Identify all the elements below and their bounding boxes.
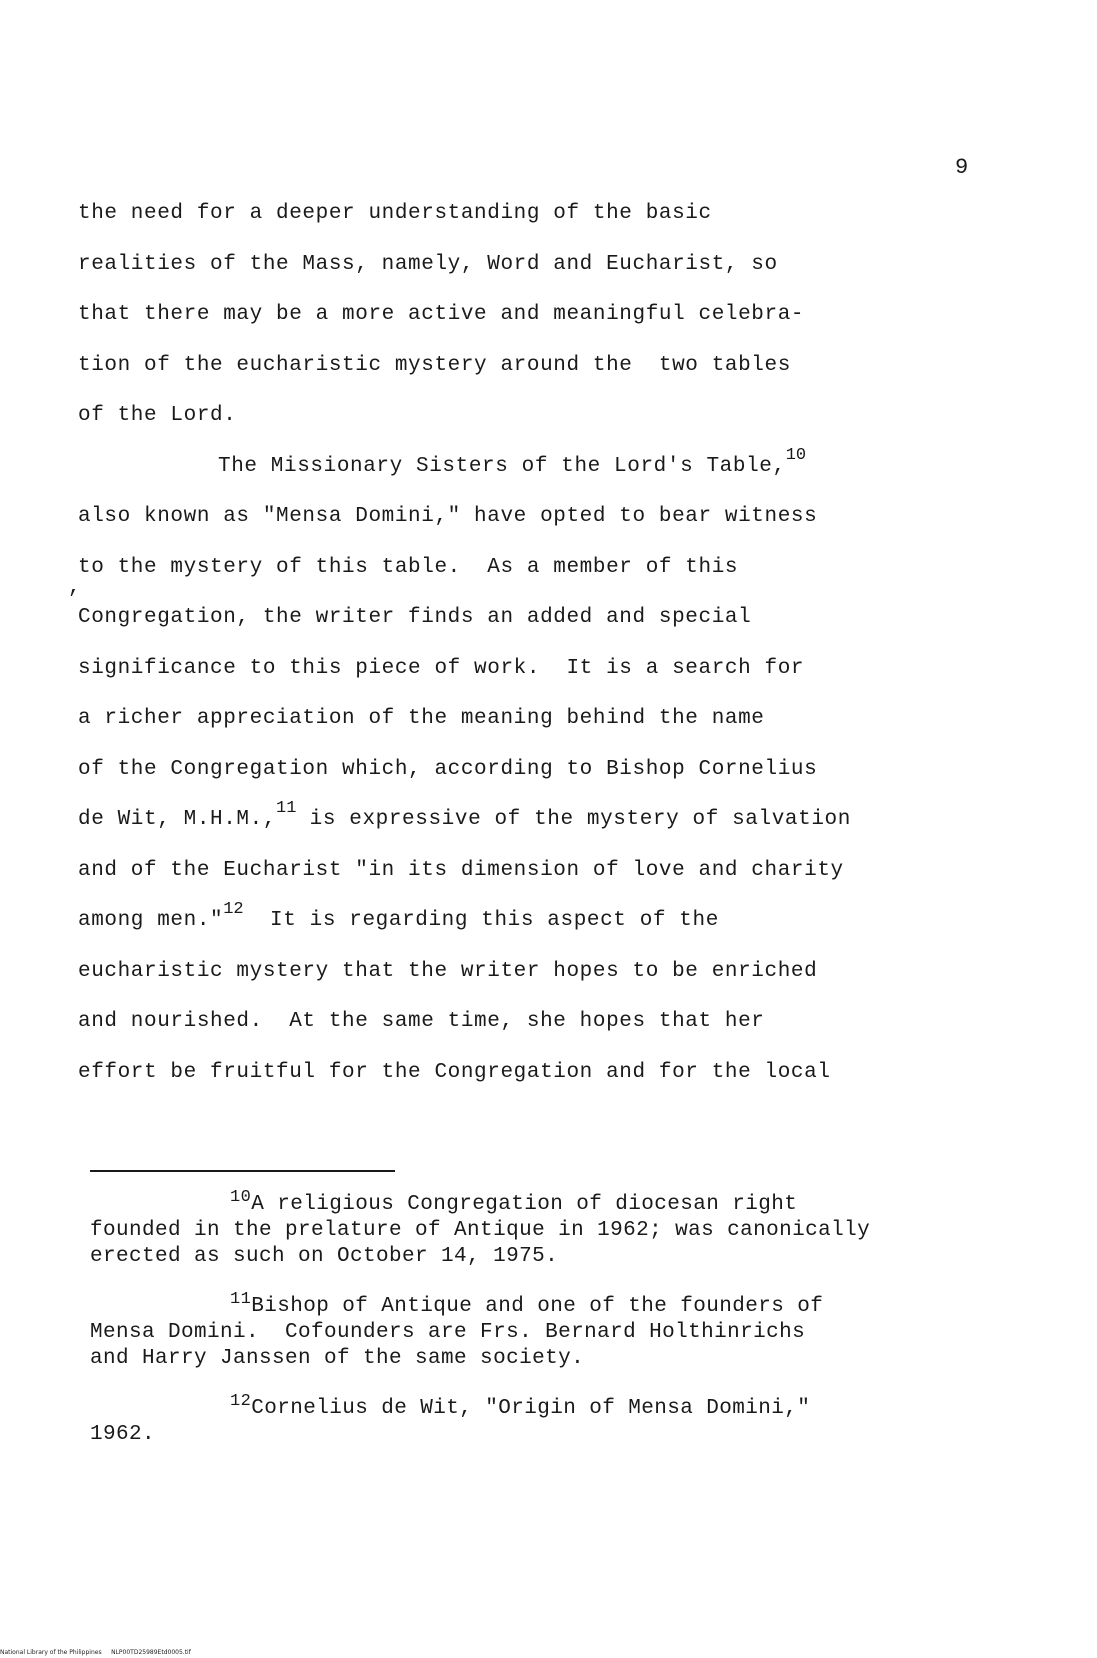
body-line: and of the Eucharist "in its dimension of love and charity: [78, 858, 844, 882]
body-line: Congregation, the writer finds an added and special: [78, 606, 752, 629]
footnote-line: [90, 1290, 1050, 1320]
footnote-line: 1962.: [90, 1423, 156, 1446]
footnote-divider: [90, 1170, 395, 1172]
body-line: the need for a deeper understanding of the basic: [78, 202, 712, 225]
footnote-mark: 11: [230, 1290, 252, 1309]
footnote-10: [90, 1188, 1050, 1270]
text-segment: de Wit, M.H.M.,: [78, 808, 277, 831]
footnotes: [90, 1188, 1050, 1472]
footnote-ref-10: 10: [785, 445, 807, 465]
body-line: and nourished. At the same time, she hopes that her: [78, 1010, 765, 1033]
body-line: also known as "Mensa Domini," have opted to bear witness: [78, 505, 818, 528]
footnote-line: founded in the prelature of Antique in 1962; was canonically: [90, 1219, 871, 1242]
body-line: [78, 799, 998, 855]
scan-footer: National Library of the Philippines NLP00TD25989Etd0005.tif: [0, 1649, 191, 1656]
stray-mark: ,: [68, 576, 81, 599]
body-line: tion of the eucharistic mystery around the two tables: [78, 353, 791, 377]
footnote-11: [90, 1290, 1050, 1372]
text-segment: is expressive of the mystery of salvation: [296, 808, 851, 831]
text-segment: It is regarding this aspect of the: [243, 909, 719, 932]
body-line: significance to this piece of work. It is a search for: [78, 656, 805, 680]
footnote-line: Mensa Domini. Cofounders are Frs. Bernard Holthinrichs: [90, 1321, 806, 1344]
text-segment: A religious Congregation of diocesan right: [251, 1193, 798, 1216]
footnote-line: [90, 1392, 1050, 1422]
footnote-mark: 12: [230, 1392, 252, 1411]
text-segment: among men.": [78, 909, 224, 932]
footnote-line: and Harry Janssen of the same society.: [90, 1347, 585, 1370]
body-line: [78, 445, 998, 502]
footnote-ref-11: 11: [276, 799, 297, 818]
text-segment: The Missionary Sisters of the Lord's Table,: [218, 454, 786, 478]
footnote-ref-12: 12: [223, 900, 244, 919]
body-line: [78, 900, 998, 956]
body-line: to the mystery of this table. As a member of this: [78, 555, 739, 579]
body-line: eucharistic mystery that the writer hopes to be enriched: [78, 959, 818, 983]
body-line: effort be fruitful for the Congregation and for the local: [78, 1060, 831, 1084]
body-line: a richer appreciation of the meaning behind the name: [78, 707, 765, 730]
body-line: of the Congregation which, according to Bishop Cornelius: [78, 757, 818, 781]
page-number: 9: [955, 155, 969, 180]
body-line: of the Lord.: [78, 404, 237, 427]
footnote-12: [90, 1392, 1050, 1448]
text-segment: Cornelius de Wit, "Origin of Mensa Domini,": [251, 1397, 811, 1420]
footnote-line: [90, 1188, 1050, 1218]
body-line: that there may be a more active and meaningful celebra-: [78, 303, 805, 326]
text-segment: Bishop of Antique and one of the founders of: [251, 1295, 824, 1318]
footnote-mark: 10: [230, 1188, 252, 1207]
body-text: [78, 198, 998, 1107]
body-line: realities of the Mass, namely, Word and Eucharist, so: [78, 252, 778, 276]
footnote-line: erected as such on October 14, 1975.: [90, 1245, 559, 1268]
